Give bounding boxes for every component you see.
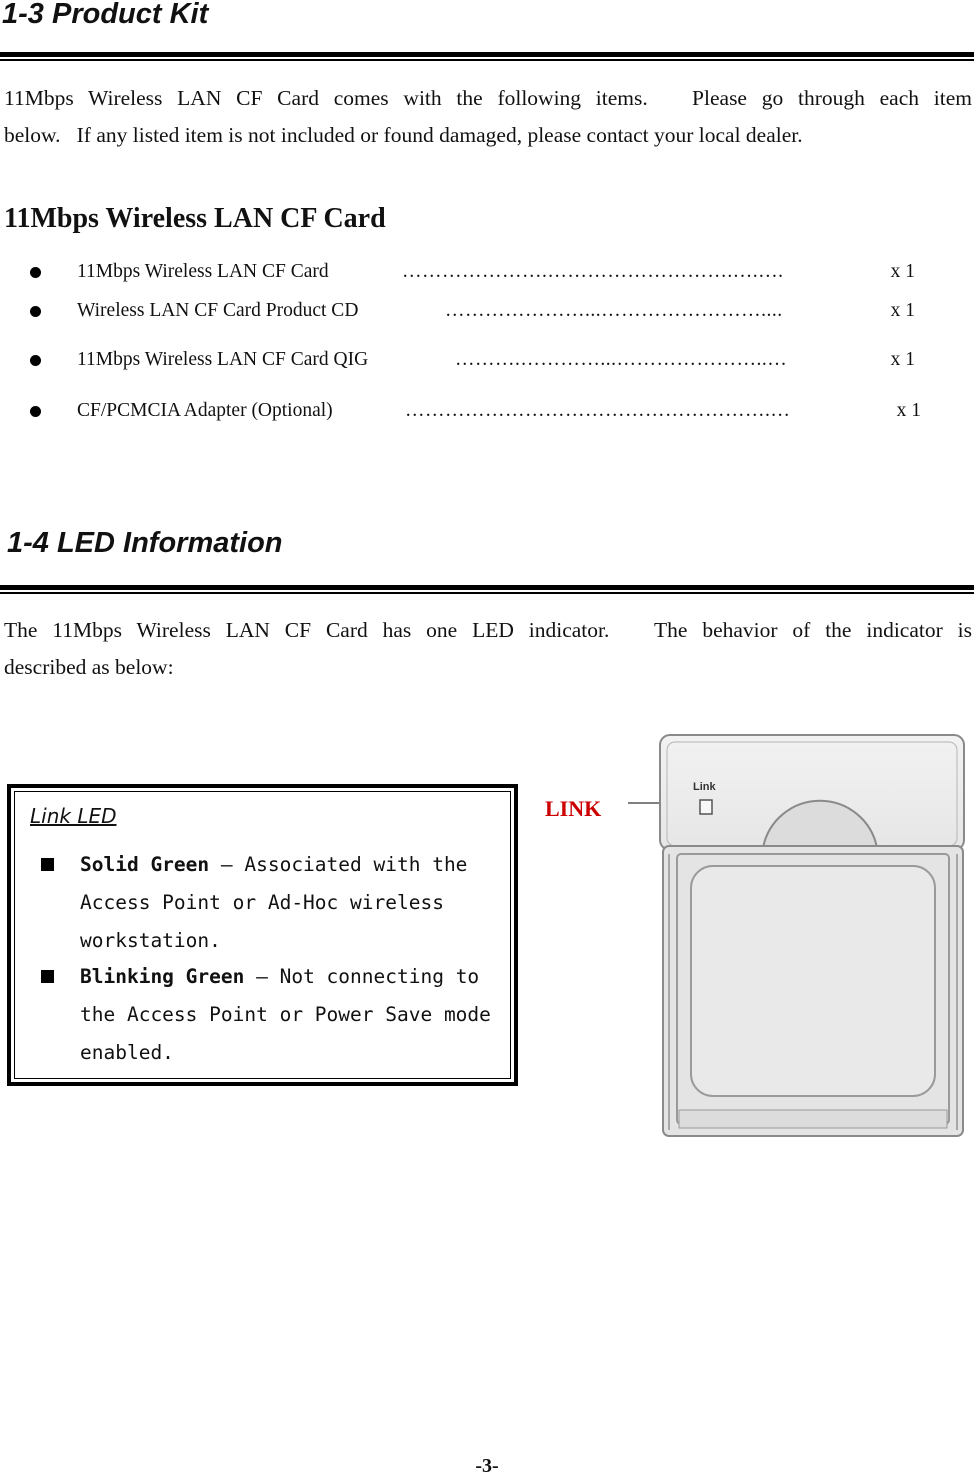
led-intro-line-2: described as below: [4,655,174,679]
square-bullet-icon [41,970,54,983]
heading-rule [0,52,974,61]
link-led-title: Link LED [30,804,117,828]
kit-item-quantity: x 1 [890,261,915,282]
dot-leader: ……….…………...…………………..… [455,349,788,370]
bullet-icon [30,406,41,417]
dot-leader: ………………….……………………….….…. [402,261,784,282]
bullet-icon [30,306,41,317]
heading-rule [0,585,974,594]
cf-card-illustration [655,730,970,1140]
led-intro-line-1: The 11Mbps Wireless LAN CF Card has one LED indicator. The behavior of the indicator is [4,618,972,642]
kit-item-quantity: x 1 [896,400,921,421]
page-number: -3- [475,1455,499,1477]
card-led-text: Link [693,781,716,793]
kit-list-item [30,340,915,380]
led-state-label: Solid Green [80,853,210,876]
kit-item-name: 11Mbps Wireless LAN CF Card QIG [77,349,369,370]
dot-leader: …………………...…………………….... [445,300,783,321]
square-bullet-icon [41,858,54,871]
link-led-info-box [7,784,518,1086]
led-state-label: Blinking Green [80,965,245,988]
bullet-icon [30,267,41,278]
product-kit-intro-line-1: 11Mbps Wireless LAN CF Card comes with the following items. Please go through each item [4,86,972,110]
kit-title: 11Mbps Wireless LAN CF Card [4,203,386,234]
bullet-icon [30,355,41,366]
led-state-description: – Not connecting to the Access Point or Power Save mode enabled. [80,965,491,1064]
kit-item-name: CF/PCMCIA Adapter (Optional) [77,400,333,421]
kit-list-item [30,391,921,431]
led-state-entry [80,958,510,1072]
led-indicator-icon [700,800,712,814]
kit-item-quantity: x 1 [890,349,915,370]
led-state-entry [80,846,510,960]
kit-list-item [30,291,915,331]
link-callout-label: LINK [545,796,602,821]
kit-item-name: Wireless LAN CF Card Product CD [77,300,359,321]
kit-list-item [30,252,915,292]
dot-leader: ……………………………………………….… [405,400,791,421]
product-kit-intro-line-2: below. If any listed item is not included or found damaged, please contact your local dealer. [4,123,803,147]
led-state-description: – Associated with the Access Point or Ad-Hoc wireless workstation. [80,853,468,952]
section-heading-led-information: 1-4 LED Information [7,527,283,559]
kit-item-name: 11Mbps Wireless LAN CF Card [77,261,329,282]
section-heading-product-kit: 1-3 Product Kit [2,0,209,30]
kit-item-quantity: x 1 [890,300,915,321]
